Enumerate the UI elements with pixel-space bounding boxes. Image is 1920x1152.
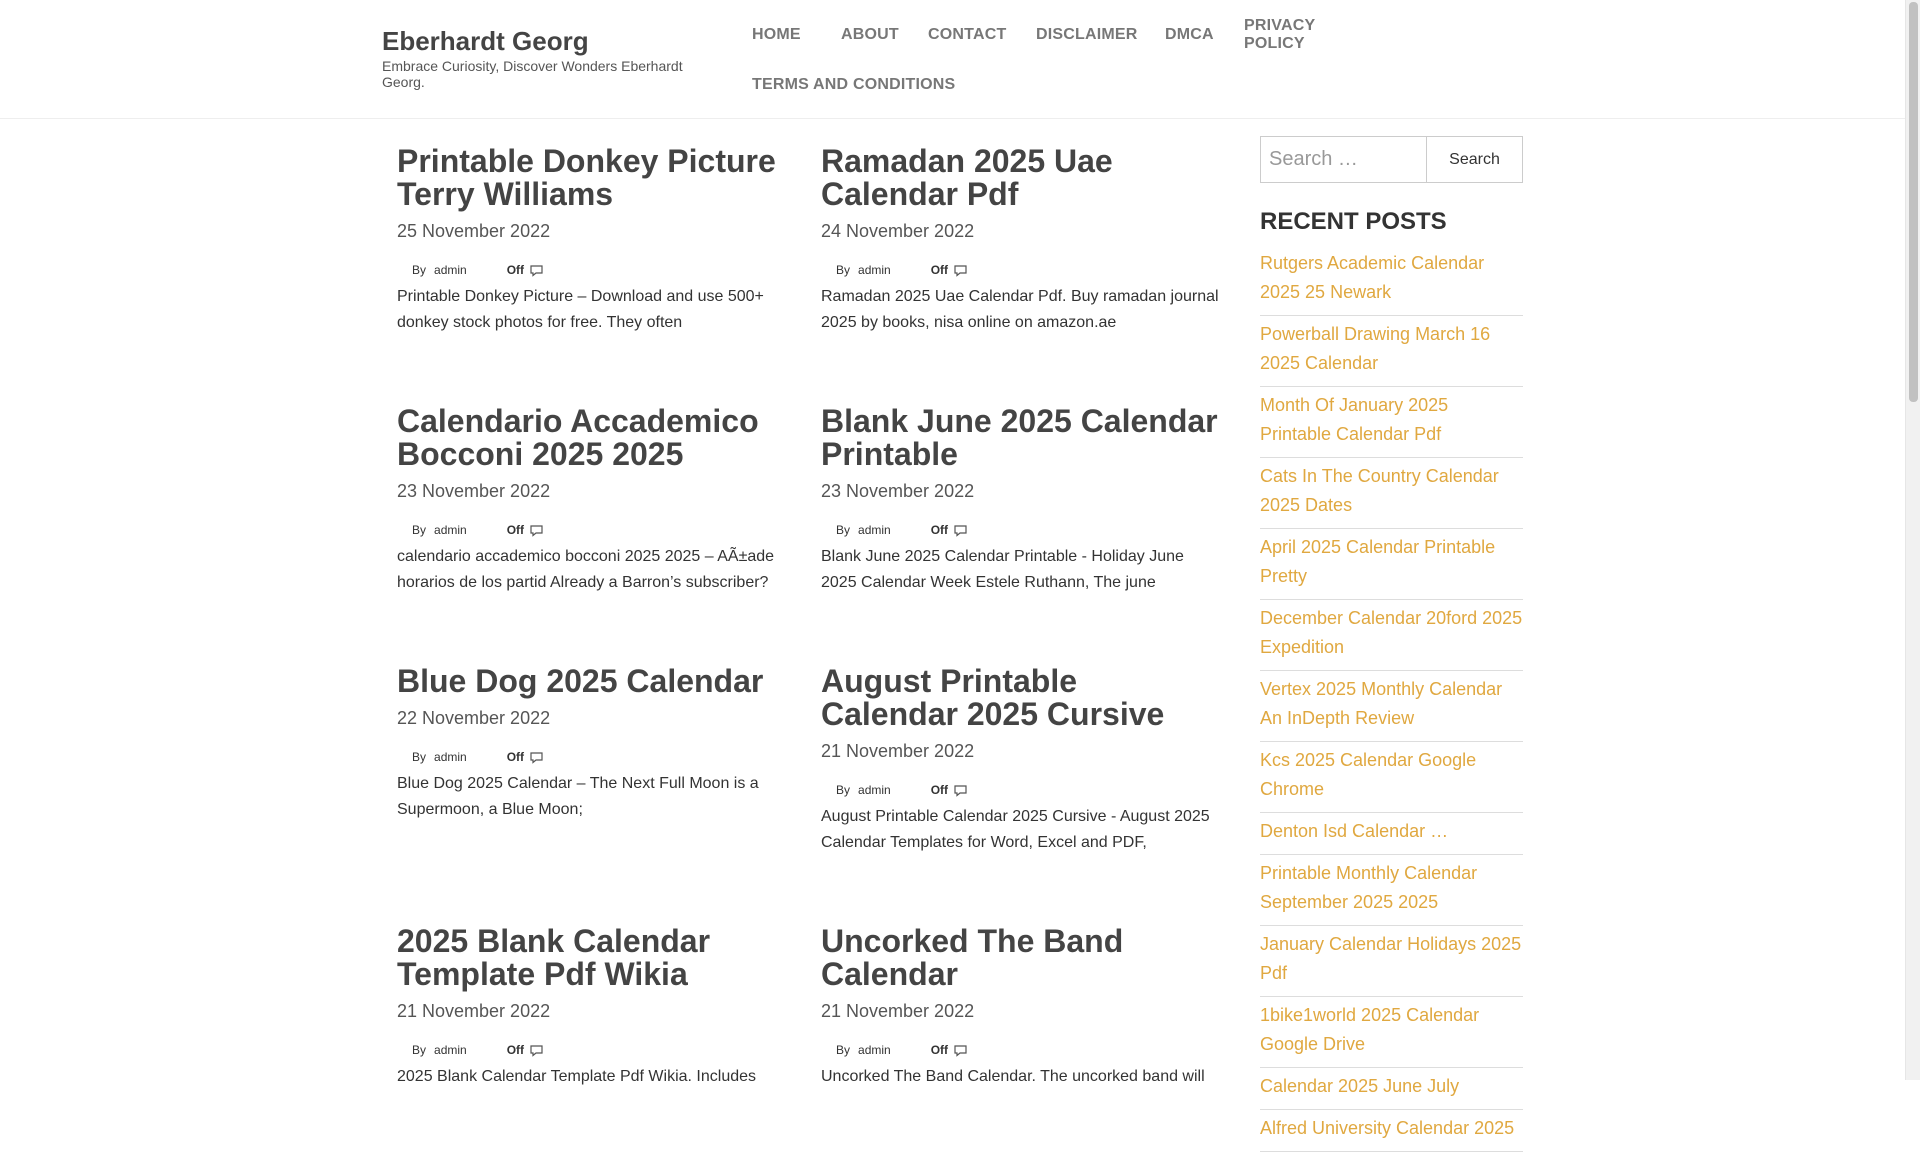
post-meta (821, 1042, 1221, 1058)
recent-post-link[interactable]: Kcs 2025 Calendar Google Chrome (1260, 750, 1477, 799)
nav-item-home (736, 10, 825, 60)
post-comments-status: Off (506, 263, 525, 277)
post-by-label: By (836, 523, 851, 537)
list-item (1260, 742, 1523, 813)
site-description: Embrace Curiosity, Discover Wonders Eberhardt Georg. (382, 58, 683, 90)
post-author[interactable]: admin (434, 263, 467, 277)
nav-item-disclaimer (1020, 10, 1149, 60)
recent-post-link[interactable]: 1bike1world 2025 Calendar Google Drive (1260, 1005, 1480, 1054)
post-author[interactable]: admin (858, 523, 891, 537)
nav-item-privacy-policy (1228, 10, 1383, 60)
list-item (1260, 316, 1523, 387)
post-by-label: By (412, 1043, 427, 1057)
post-card (821, 665, 1221, 856)
post-date[interactable]: 23 November 2022 (821, 481, 975, 501)
post-comments-status: Off (506, 1043, 525, 1057)
comment-icon (954, 785, 967, 796)
recent-post-link[interactable]: Alfred University Calendar 2025 (1260, 1118, 1515, 1138)
list-item (1260, 1068, 1523, 1110)
list-item (1260, 813, 1523, 855)
post-author[interactable]: admin (434, 750, 467, 764)
post-excerpt: calendario accademico bocconi 2025 2025 – AÃ±ade horarios de los partid Already a Barron’s subscriber? (397, 548, 775, 591)
list-item (1260, 926, 1523, 997)
site-branding (382, 26, 702, 90)
post-by-label: By (412, 750, 427, 764)
post-card (821, 405, 1221, 596)
post-date[interactable]: 21 November 2022 (821, 1001, 975, 1021)
recent-post-link[interactable]: January Calendar Holidays 2025 Pdf (1260, 934, 1522, 983)
site-header (0, 0, 1905, 119)
post-date[interactable]: 21 November 2022 (397, 1001, 551, 1021)
recent-post-link[interactable]: Cats In The Country Calendar 2025 Dates (1260, 466, 1499, 515)
comment-icon (530, 1045, 543, 1056)
list-item (1260, 671, 1523, 742)
nav-link-dmca[interactable]: DMCA (1165, 26, 1214, 43)
post-title[interactable]: Calendario Accademico Bocconi 2025 2025 (397, 403, 759, 472)
site-title[interactable]: Eberhardt Georg (382, 26, 589, 56)
post-meta (821, 262, 1221, 278)
post-meta (821, 522, 1221, 538)
comment-icon (530, 265, 543, 276)
list-item (1260, 855, 1523, 926)
nav-link-disclaimer[interactable]: DISCLAIMER (1036, 26, 1138, 43)
comment-icon (954, 1045, 967, 1056)
recent-post-link[interactable]: Denton Isd Calendar … (1260, 821, 1449, 841)
post-author[interactable]: admin (858, 783, 891, 797)
post-excerpt: 2025 Blank Calendar Template Pdf Wikia. Includes (397, 1068, 757, 1085)
post-card (397, 925, 797, 1090)
recent-post-link[interactable]: Rutgers Academic Calendar 2025 25 Newark (1260, 253, 1485, 302)
post-author[interactable]: admin (858, 263, 891, 277)
nav-item-about (825, 10, 912, 60)
comment-icon (530, 525, 543, 536)
search-form (1260, 136, 1523, 183)
post-comments-status: Off (930, 783, 949, 797)
post-title[interactable]: 2025 Blank Calendar Template Pdf Wikia (397, 923, 711, 992)
post-comments-status: Off (930, 1043, 949, 1057)
post-excerpt: Uncorked The Band Calendar. The uncorked band will (821, 1068, 1205, 1085)
nav-link-home[interactable]: HOME (752, 26, 801, 43)
comment-icon (954, 265, 967, 276)
recent-post-link[interactable]: December Calendar 20ford 2025 Expedition (1260, 608, 1523, 657)
scrollbar-thumb[interactable] (1909, 2, 1918, 402)
post-by-label: By (836, 783, 851, 797)
post-date[interactable]: 23 November 2022 (397, 481, 551, 501)
list-item (1260, 600, 1523, 671)
list-item (1260, 458, 1523, 529)
post-date[interactable]: 24 November 2022 (821, 221, 975, 241)
post-card (397, 405, 797, 596)
post-excerpt: Printable Donkey Picture – Download and use 500+ donkey stock photos for free. They often (397, 288, 764, 331)
recent-posts-list (1260, 245, 1523, 1152)
comment-icon (530, 752, 543, 763)
post-by-label: By (836, 1043, 851, 1057)
recent-posts-title: RECENT POSTS (1260, 208, 1447, 235)
recent-post-link[interactable]: Month Of January 2025 Printable Calendar Pdf (1260, 395, 1449, 444)
list-item (1260, 529, 1523, 600)
post-excerpt: August Printable Calendar 2025 Cursive - August 2025 Calendar Templates for Word, Excel and PDF, (821, 808, 1210, 851)
post-by-label: By (836, 263, 851, 277)
post-date[interactable]: 21 November 2022 (821, 741, 975, 761)
comment-icon (954, 525, 967, 536)
post-card (397, 665, 797, 823)
recent-post-link[interactable]: Printable Monthly Calendar September 2025 2025 (1260, 863, 1478, 912)
post-comments-status: Off (930, 263, 949, 277)
post-title[interactable]: Blank June 2025 Calendar Printable (821, 403, 1218, 472)
search-button[interactable]: Search (1426, 136, 1523, 183)
list-item (1260, 997, 1523, 1068)
post-card (821, 925, 1221, 1090)
post-excerpt: Blue Dog 2025 Calendar – The Next Full Moon is a Supermoon, a Blue Moon; (397, 775, 759, 818)
post-comments-status: Off (506, 750, 525, 764)
nav-link-terms-and-conditions[interactable]: TERMS AND CONDITIONS (752, 76, 956, 93)
post-date[interactable]: 25 November 2022 (397, 221, 551, 241)
post-meta (821, 782, 1221, 798)
post-card (397, 145, 797, 336)
nav-link-contact[interactable]: CONTACT (928, 26, 1007, 43)
post-meta (397, 749, 797, 765)
post-comments-status: Off (506, 523, 525, 537)
nav-item-terms-and-conditions (736, 60, 976, 110)
list-item (1260, 1110, 1523, 1152)
list-item (1260, 387, 1523, 458)
page-scrollbar[interactable] (1905, 0, 1920, 1080)
post-title[interactable]: August Printable Calendar 2025 Cursive (821, 663, 1165, 732)
recent-post-link[interactable]: April 2025 Calendar Printable Pretty (1260, 537, 1496, 586)
post-comments-status: Off (930, 523, 949, 537)
main-navigation (736, 10, 1396, 110)
post-title[interactable]: Ramadan 2025 Uae Calendar Pdf (821, 143, 1113, 212)
post-excerpt: Blank June 2025 Calendar Printable - Holiday June 2025 Calendar Week Estele Ruthann, The june (821, 548, 1184, 591)
post-meta (397, 522, 797, 538)
recent-post-link[interactable]: Vertex 2025 Monthly Calendar An InDepth Review (1260, 679, 1503, 728)
post-author[interactable]: admin (858, 1043, 891, 1057)
post-author[interactable]: admin (434, 523, 467, 537)
sidebar (1260, 136, 1523, 1152)
nav-link-about[interactable]: ABOUT (841, 26, 899, 43)
post-card (821, 145, 1221, 336)
post-date[interactable]: 22 November 2022 (397, 708, 551, 728)
post-meta (397, 1042, 797, 1058)
search-input[interactable] (1260, 136, 1426, 183)
post-excerpt: Ramadan 2025 Uae Calendar Pdf. Buy ramadan journal 2025 by books, nisa online on amazon.ae (821, 288, 1219, 331)
nav-item-dmca (1149, 10, 1228, 60)
post-author[interactable]: admin (434, 1043, 467, 1057)
post-title[interactable]: Uncorked The Band Calendar (821, 923, 1124, 992)
post-title[interactable]: Printable Donkey Picture Terry Williams (397, 143, 776, 212)
list-item (1260, 245, 1523, 316)
post-meta (397, 262, 797, 278)
recent-post-link[interactable]: Calendar 2025 June July (1260, 1076, 1460, 1096)
nav-link-privacy-policy[interactable]: PRIVACY POLICY (1244, 17, 1316, 52)
post-by-label: By (412, 523, 427, 537)
recent-post-link[interactable]: Powerball Drawing March 16 2025 Calendar (1260, 324, 1491, 373)
nav-item-contact (912, 10, 1020, 60)
post-by-label: By (412, 263, 427, 277)
post-title[interactable]: Blue Dog 2025 Calendar (397, 663, 764, 699)
